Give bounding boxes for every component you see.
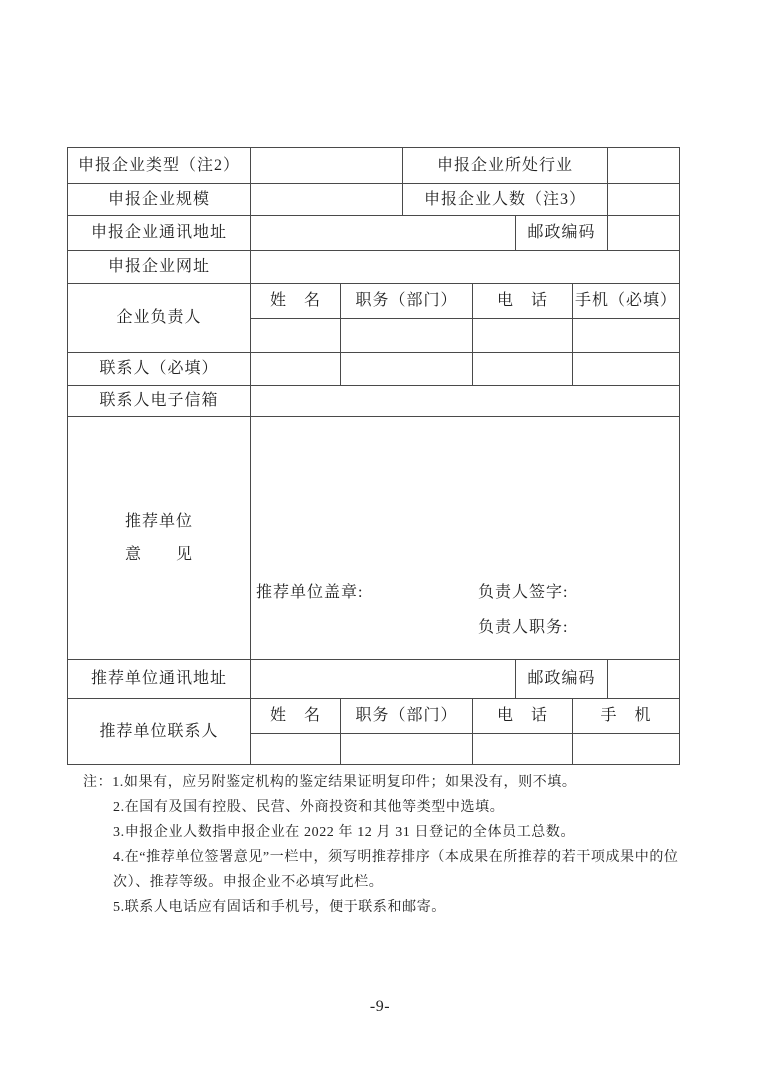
note-item-1: 1.如果有，应另附鉴定机构的鉴定结果证明复印件；如果没有，则不填。 bbox=[112, 775, 577, 790]
contact-title-value bbox=[341, 353, 473, 386]
rec-col-header-mobile: 手 机 bbox=[573, 699, 679, 734]
leader-col-header-name: 姓 名 bbox=[251, 284, 341, 319]
cell-rec-postcode-value bbox=[608, 660, 679, 699]
notes-prefix: 注： bbox=[83, 775, 113, 790]
page-number: -9- bbox=[369, 998, 391, 1015]
cell-opinion-content bbox=[251, 417, 679, 660]
leader-phone-value bbox=[473, 319, 573, 353]
contact-phone-value bbox=[473, 353, 573, 386]
cell-website-value bbox=[251, 251, 679, 284]
cell-contact-email-label: 联系人电子信箱 bbox=[68, 386, 251, 417]
contact-mobile-value bbox=[573, 353, 679, 386]
cell-company-scale-label: 申报企业规模 bbox=[68, 184, 251, 216]
leader-col-header-title: 职务（部门） bbox=[341, 284, 473, 319]
note-item-3: 3.申报企业人数指申报企业在 2022 年 12 月 31 日登记的全体员工总数。 bbox=[113, 825, 576, 840]
cell-contact-label: 联系人（必填） bbox=[68, 353, 251, 386]
leader-mobile-value bbox=[573, 319, 679, 353]
cell-company-scale-value bbox=[251, 184, 403, 216]
rec-col-header-name: 姓 名 bbox=[251, 699, 341, 734]
cell-company-type-value bbox=[251, 148, 403, 184]
opinion-sign-label: 负责人签字: bbox=[478, 584, 569, 601]
opinion-label-line2: 意 见 bbox=[124, 546, 193, 563]
cell-contact-email-value bbox=[251, 386, 679, 417]
cell-company-type-label: 申报企业类型（注2） bbox=[68, 148, 251, 184]
note-item-5: 5.联系人电话应有固话和手机号，便于联系和邮寄。 bbox=[113, 900, 446, 915]
rec-contact-name-value bbox=[251, 734, 341, 764]
cell-rec-contact-label: 推荐单位联系人 bbox=[68, 699, 251, 764]
leader-col-header-mobile: 手机（必填） bbox=[573, 284, 679, 319]
rec-contact-mobile-value bbox=[573, 734, 679, 764]
cell-industry-label: 申报企业所处行业 bbox=[403, 148, 608, 184]
rec-col-header-phone: 电 话 bbox=[473, 699, 573, 734]
cell-rec-postcode-label: 邮政编码 bbox=[516, 660, 608, 699]
rec-contact-title-value bbox=[341, 734, 473, 764]
rec-contact-phone-value bbox=[473, 734, 573, 764]
leader-name-value bbox=[251, 319, 341, 353]
cell-company-address-value bbox=[251, 216, 516, 251]
cell-headcount-value bbox=[608, 184, 679, 216]
application-form-table bbox=[67, 147, 680, 765]
cell-company-address-label: 申报企业通讯地址 bbox=[68, 216, 251, 251]
cell-industry-value bbox=[608, 148, 679, 184]
opinion-label-line1: 推荐单位 bbox=[124, 512, 193, 530]
opinion-seal-label: 推荐单位盖章: bbox=[256, 584, 364, 601]
cell-website-label: 申报企业网址 bbox=[68, 251, 251, 284]
note-item-4: 4.在“推荐单位签署意见”一栏中，须写明推荐排序（本成果在所推荐的若干项成果中的位次）、推荐等级。申报企业不必填写此栏。 bbox=[113, 850, 679, 890]
contact-name-value bbox=[251, 353, 341, 386]
leader-title-value bbox=[341, 319, 473, 353]
leader-col-header-phone: 电 话 bbox=[473, 284, 573, 319]
opinion-title-label: 负责人职务: bbox=[478, 619, 569, 636]
cell-postcode-value bbox=[608, 216, 679, 251]
cell-opinion-label bbox=[68, 417, 251, 660]
cell-headcount-label: 申报企业人数（注3） bbox=[403, 184, 608, 216]
cell-postcode-label: 邮政编码 bbox=[516, 216, 608, 251]
cell-rec-address-value bbox=[251, 660, 516, 699]
rec-col-header-title: 职务（部门） bbox=[341, 699, 473, 734]
cell-rec-address-label: 推荐单位通讯地址 bbox=[68, 660, 251, 699]
notes-block bbox=[83, 770, 681, 920]
cell-leader-label: 企业负责人 bbox=[68, 284, 251, 353]
note-item-2: 2.在国有及国有控股、民营、外商投资和其他等类型中选填。 bbox=[113, 800, 505, 815]
